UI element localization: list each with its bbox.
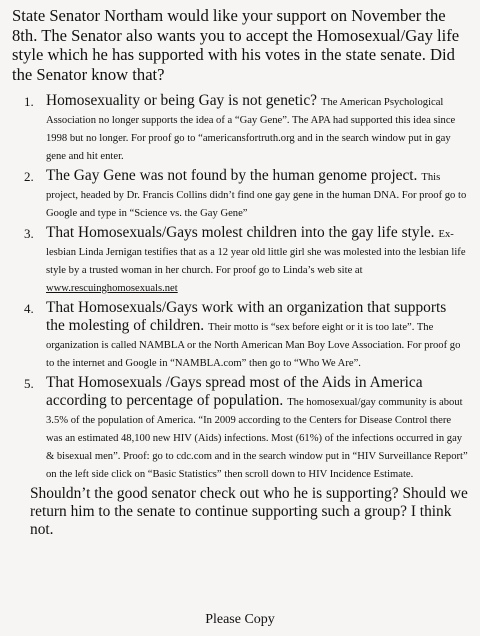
item-body: Their motto is “sex before eight or it is too late”. The organization is called NAMBLA or the North American Man Boy Love Association. For proof go to the internet and Google in “NAMBLA.com” then go to “Who We Are”. [46, 322, 461, 369]
list-item [24, 299, 468, 371]
item-body: Ex-lesbian Linda Jernigan testifies that as a 12 year old little girl she was molested into the lesbian life style by a trusted woman in her church. For proof go to Linda’s web site at [46, 229, 466, 276]
claims-list [12, 92, 468, 482]
item-number: 4. [24, 301, 34, 316]
item-body: The homosexual/gay community is about 3.5% of the population of America. “In 2009 according to the Centers for Disease Control there was an estimated 48,100 new HIV (Aids) infections. Most (61%) of the infections occurred in gay & bisexual men”. Proof: go to cdc.com and in the search window put in “HIV Surveillance Report” on the left side click on “Basic Statistics” then scroll down to HIV Incidence Estimate. [46, 397, 468, 480]
item-number: 2. [24, 169, 34, 184]
intro-paragraph: State Senator Northam would like your support on November the 8th. The Senator also wants you to accept the Homosexual/Gay life style which he has supported with his votes in the state senate. Did the Senator know that? [12, 6, 460, 84]
list-item [24, 167, 468, 221]
item-body: This project, headed by Dr. Francis Collins didn’t find one gay gene in the human DNA. For proof go to Google and type in “Science vs. the Gay Gene” [46, 172, 467, 219]
list-item [24, 224, 468, 296]
list-item [24, 92, 468, 164]
item-heading: The Gay Gene was not found by the human genome project. [46, 167, 418, 184]
closing-paragraph: Shouldn’t the good senator check out who he is supporting? Should we return him to the senate to continue supporting such a group? I think not. [30, 485, 468, 538]
footer-note: Please Copy [205, 612, 275, 627]
item-heading: That Homosexuals /Gays spread most of the Aids in America according to percentage of population. [46, 374, 423, 409]
item-number: 3. [24, 226, 34, 241]
list-item [24, 374, 468, 482]
item-heading: That Homosexuals/Gays work with an organization that supports the molesting of children. [46, 299, 447, 334]
item-number: 5. [24, 376, 34, 391]
item-heading: Homosexuality or being Gay is not genetic? [46, 92, 317, 109]
item-number: 1. [24, 94, 34, 109]
website-link[interactable]: www.rescuinghomosexuals.net [46, 283, 178, 294]
item-heading: That Homosexuals/Gays molest children into the gay life style. [46, 224, 435, 241]
item-body: The American Psychological Association no longer supports the idea of a “Gay Gene”. The APA had supported this idea since 1998 but no longer. For proof go to “americansfortruth.org and in the search window put in gay gene and hit enter. [46, 97, 456, 162]
